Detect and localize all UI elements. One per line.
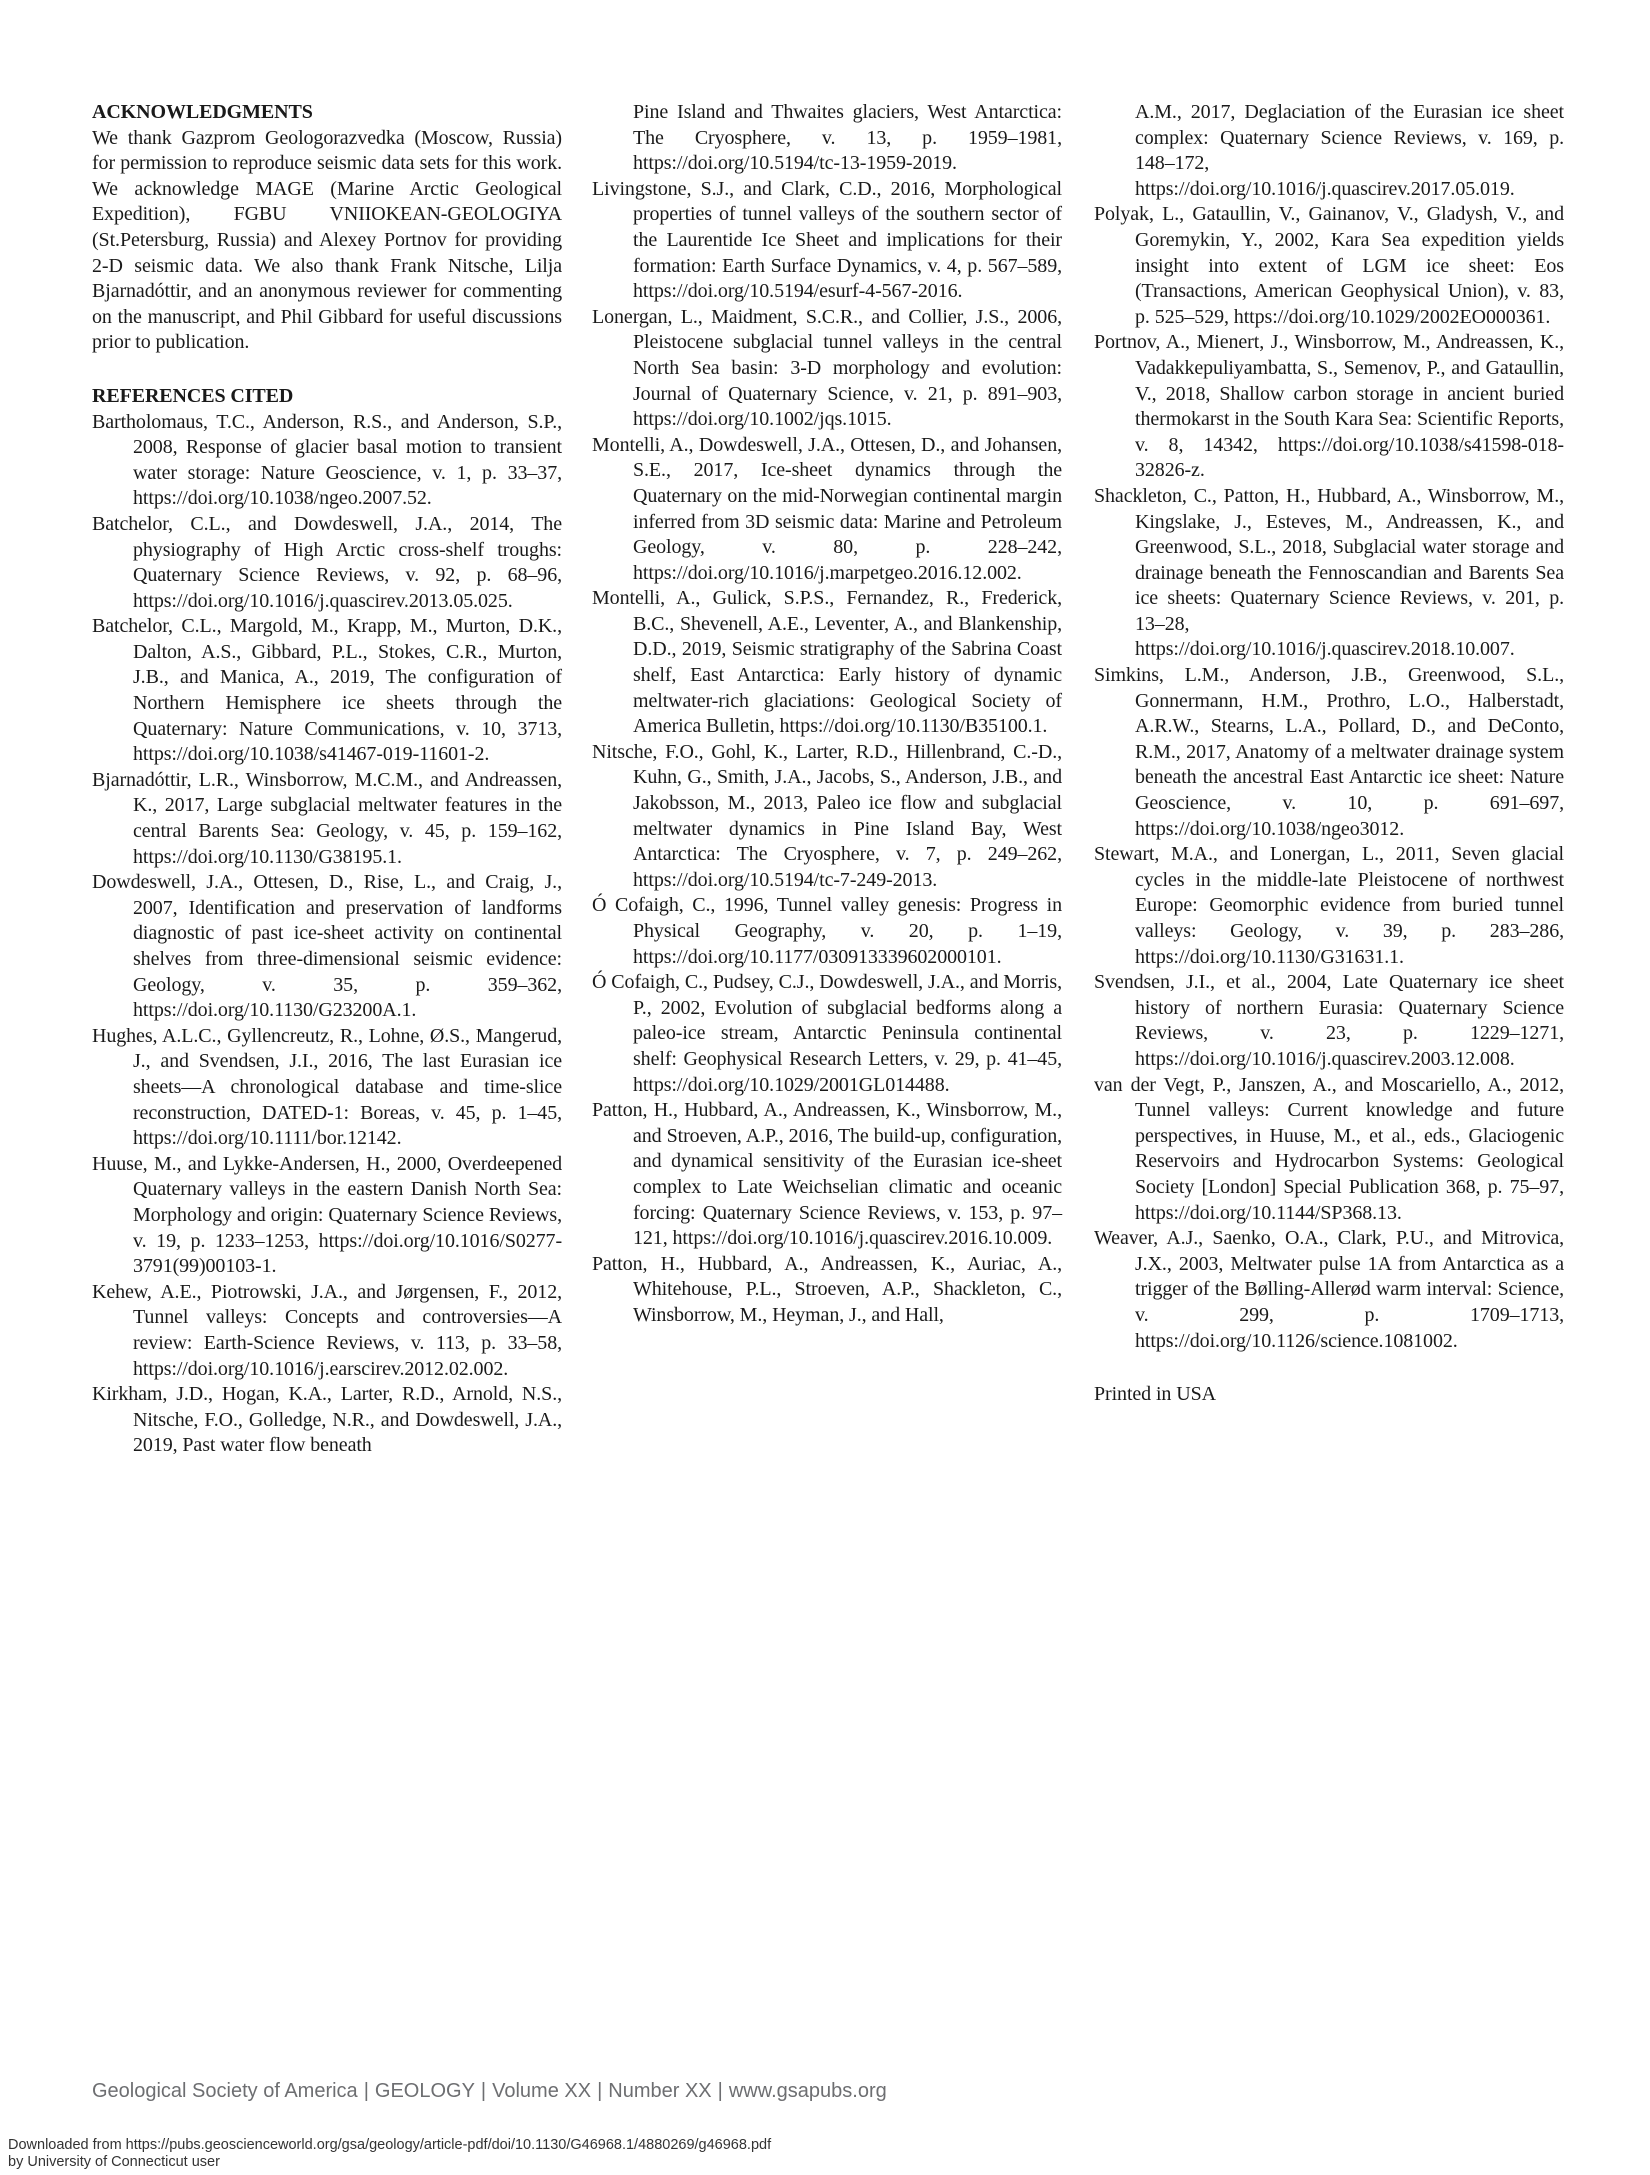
reference-item: Montelli, A., Dowdeswell, J.A., Ottesen, D., and Johansen, S.E., 2017, Ice-sheet dynamics through the Quaternary on the mid-Norwegian continental margin inferred from 3D seismic data: Marine and Petroleum Geology, v. 80, p. 228–242, https://doi.org/10.1016/j.marpetgeo.2016.12.002.	[592, 433, 1062, 584]
footer-website-link[interactable]: www.gsapubs.org	[728, 2080, 887, 2102]
reference-item-continued: Pine Island and Thwaites glaciers, West Antarctica: The Cryosphere, v. 13, p. 1959–1981, https://doi.org/10.5194/tc-13-1959-2019.	[633, 101, 1062, 175]
download-note	[8, 2137, 771, 2171]
reference-item: Patton, H., Hubbard, A., Andreassen, K., Winsborrow, M., and Stroeven, A.P., 2016, The build-up, configuration, and dynamical sensitivity of the Eurasian ice-sheet complex to Late Weichselian climatic and oceanic forcing: Quaternary Science Reviews, v. 153, p. 97–121, https://doi.org/10.1016/j.quascirev.2016.10.009.	[592, 1099, 1062, 1250]
reference-item: Lonergan, L., Maidment, S.C.R., and Collier, J.S., 2006, Pleistocene subglacial tunnel valleys in the central North Sea basin: 3-D morphology and evolution: Journal of Quaternary Science, v. 21, p. 891–903, https://doi.org/10.1002/jqs.1015.	[592, 305, 1062, 431]
reference-item: Shackleton, C., Patton, H., Hubbard, A., Winsborrow, M., Kingslake, J., Esteves, M., Andreassen, K., and Greenwood, S.L., 2018, Subglacial water storage and drainage beneath the Fennoscandian and Barents Sea ice sheets: Quaternary Science Reviews, v. 201, p. 13–28, https://doi.org/10.1016/j.quascirev.2018.10.007.	[1094, 484, 1564, 661]
reference-item: Polyak, L., Gataullin, V., Gainanov, V., Gladysh, V., and Goremykin, Y., 2002, Kara Sea expedition yields insight into extent of LGM ice sheet: Eos (Transactions, American Geophysical Union), v. 83, p. 525–529, https://doi.org/10.1029/2002EO000361.	[1094, 203, 1564, 328]
reference-item: Batchelor, C.L., and Dowdeswell, J.A., 2014, The physiography of High Arctic cross-shelf troughs: Quaternary Science Reviews, v. 92, p. 68–96, https://doi.org/10.1016/j.quascirev.2013.05.025.	[92, 512, 562, 612]
reference-item: Huuse, M., and Lykke-Andersen, H., 2000, Overdeepened Quaternary valleys in the eastern Danish North Sea: Morphology and origin: Quaternary Science Reviews, v. 19, p. 1233–1253, https://doi.org/10.1016/S0277-3791(99)00103-1.	[92, 1152, 562, 1278]
acknowledgments-heading: ACKNOWLEDGMENTS	[92, 101, 313, 123]
references-heading: REFERENCES CITED	[92, 384, 294, 407]
reference-item: Bjarnadóttir, L.R., Winsborrow, M.C.M., and Andreassen, K., 2017, Large subglacial meltwater features in the central Barents Sea: Geology, v. 45, p. 159–162, https://doi.org/10.1130/G38195.1.	[92, 768, 562, 868]
reference-item-continued: A.M., 2017, Deglaciation of the Eurasian ice sheet complex: Quaternary Science Reviews, v. 169, p. 148–172, https://doi.org/10.1016/j.quascirev.2017.05.019.	[1135, 101, 1564, 200]
column-middle	[592, 100, 1062, 1329]
printed-in-usa: Printed in USA	[1094, 1383, 1216, 1406]
reference-item: Ó Cofaigh, C., Pudsey, C.J., Dowdeswell, J.A., and Morris, P., 2002, Evolution of subglacial bedforms along a paleo-ice stream, Antarctic Peninsula continental shelf: Geophysical Research Letters, v. 29, p. 41–45, https://doi.org/10.1029/2001GL014488.	[592, 971, 1062, 1096]
reference-item: Bartholomaus, T.C., Anderson, R.S., and Anderson, S.P., 2008, Response of glacier basal motion to transient water storage: Nature Geoscience, v. 1, p. 33–37, https://doi.org/10.1038/ngeo.2007.52.	[92, 410, 562, 510]
reference-item: Simkins, L.M., Anderson, J.B., Greenwood, S.L., Gonnermann, H.M., Prothro, L.O., Halberstadt, A.R.W., Stearns, L.A., Pollard, D., and DeConto, R.M., 2017, Anatomy of a meltwater drainage system beneath the ancestral East Antarctic ice sheet: Nature Geoscience, v. 10, p. 691–697, https://doi.org/10.1038/ngeo3012.	[1094, 664, 1564, 840]
reference-item: Kehew, A.E., Piotrowski, J.A., and Jørgensen, F., 2012, Tunnel valleys: Concepts and controversies—A review: Earth-Science Reviews, v. 113, p. 33–58, https://doi.org/10.1016/j.earscirev.2012.02.002.	[92, 1280, 562, 1380]
acknowledgments-text: We thank Gazprom Geologorazvedka (Moscow, Russia) for permission to reproduce seismic data sets for this work. We acknowledge MAGE (Marine Arctic Geological Expedition), FGBU VNIIOKEAN-GEOLOGIYA (St.Petersburg, Russia) and Alexey Portnov for providing 2-D seismic data. We also thank Frank Nitsche, Lilja Bjarnadóttir, and an anonymous reviewer for commenting on the manuscript, and Phil Gibbard for useful discussions prior to publication.	[92, 126, 562, 354]
page-footer: Geological Society of America | GEOLOGY | Volume XX | Number XX | www.gsapubs.org	[92, 2080, 887, 2102]
column-left	[92, 100, 562, 1459]
reference-item: Patton, H., Hubbard, A., Andreassen, K., Auriac, A., Whitehouse, P.L., Stroeven, A.P., Shackleton, C., Winsborrow, M., Heyman, J., and Hall,	[592, 1252, 1062, 1326]
reference-item: Dowdeswell, J.A., Ottesen, D., Rise, L., and Craig, J., 2007, Identification and preservation of landforms diagnostic of past ice-sheet activity on continental shelves from three-dimensional seismic evidence: Geology, v. 35, p. 359–362, https://doi.org/10.1130/G23200A.1.	[92, 871, 562, 1022]
reference-item: Portnov, A., Mienert, J., Winsborrow, M., Andreassen, K., Vadakkepuliyambatta, S., Semenov, P., and Gataullin, V., 2018, Shallow carbon storage in ancient buried thermokarst in the South Kara Sea: Scientific Reports, v. 8, 14342, https://doi.org/10.1038/s41598-018-32826-z.	[1094, 331, 1564, 482]
reference-item: Hughes, A.L.C., Gyllencreutz, R., Lohne, Ø.S., Mangerud, J., and Svendsen, J.I., 2016, The last Eurasian ice sheets—A chronological database and time-slice reconstruction, DATED-1: Boreas, v. 45, p. 1–45, https://doi.org/10.1111/bor.12142.	[92, 1024, 562, 1150]
reference-item: Stewart, M.A., and Lonergan, L., 2011, Seven glacial cycles in the middle-late Pleistocene of northwest Europe: Geomorphic evidence from buried tunnel valleys: Geology, v. 39, p. 283–286, https://doi.org/10.1130/G31631.1.	[1094, 843, 1564, 968]
reference-item: Livingstone, S.J., and Clark, C.D., 2016, Morphological properties of tunnel valleys of the southern sector of the Laurentide Ice Sheet and implications for their formation: Earth Surface Dynamics, v. 4, p. 567–589, https://doi.org/10.5194/esurf-4-567-2016.	[592, 177, 1062, 303]
footer-volume: Volume XX	[492, 2080, 592, 2102]
reference-item: Ó Cofaigh, C., 1996, Tunnel valley genesis: Progress in Physical Geography, v. 20, p. 1–19, https://doi.org/10.1177/030913339602000101.	[592, 894, 1062, 968]
reference-item: Nitsche, F.O., Gohl, K., Larter, R.D., Hillenbrand, C.-D., Kuhn, G., Smith, J.A., Jacobs, S., Anderson, J.B., and Jakobsson, M., 2013, Paleo ice flow and subglacial meltwater dynamics in Pine Island Bay, West Antarctica: The Cryosphere, v. 7, p. 249–262, https://doi.org/10.5194/tc-7-249-2013.	[592, 740, 1062, 891]
footer-journal: GEOLOGY	[374, 2080, 475, 2102]
reference-item: Batchelor, C.L., Margold, M., Krapp, M., Murton, D.K., Dalton, A.S., Gibbard, P.L., Stokes, C.R., Murton, J.B., and Manica, A., 2019, The configuration of Northern Hemisphere ice sheets through the Quaternary: Nature Communications, v. 10, 3713, https://doi.org/10.1038/s41467-019-11601-2.	[92, 615, 562, 766]
footer-society: Geological Society of America	[92, 2080, 358, 2102]
download-note-user: by University of Connecticut user	[8, 2154, 220, 2170]
reference-item: Montelli, A., Gulick, S.P.S., Fernandez, R., Frederick, B.C., Shevenell, A.E., Leventer, A., and Blankenship, D.D., 2019, Seismic stratigraphy of the Sabrina Coast shelf, East Antarctica: Early history of dynamic meltwater-rich glaciations: Geological Society of America Bulletin, https://doi.org/10.1130/B35100.1.	[592, 587, 1062, 738]
download-note-url[interactable]: Downloaded from https://pubs.geoscienceworld.org/gsa/geology/article-pdf/doi/10.1130/G46968.1/4880269/g46968.pdf	[8, 2137, 772, 2153]
reference-item: Weaver, A.J., Saenko, O.A., Clark, P.U., and Mitrovica, J.X., 2003, Meltwater pulse 1A from Antarctica as a trigger of the Bølling-Allerød warm interval: Science, v. 299, p. 1709–1713, https://doi.org/10.1126/science.1081002.	[1094, 1227, 1564, 1352]
reference-item: van der Vegt, P., Janszen, A., and Moscariello, A., 2012, Tunnel valleys: Current knowledge and future perspectives, in Huuse, M., et al., eds., Glaciogenic Reservoirs and Hydrocarbon Systems: Geological Society [London] Special Publication 368, p. 75–97, https://doi.org/10.1144/SP368.13.	[1094, 1073, 1564, 1224]
reference-item: Kirkham, J.D., Hogan, K.A., Larter, R.D., Arnold, N.S., Nitsche, F.O., Golledge, N.R., and Dowdeswell, J.A., 2019, Past water flow beneath	[92, 1383, 562, 1457]
column-right	[1094, 100, 1564, 1408]
reference-item: Svendsen, J.I., et al., 2004, Late Quaternary ice sheet history of northern Eurasia: Quaternary Science Reviews, v. 23, p. 1229–1271, https://doi.org/10.1016/j.quascirev.2003.12.008.	[1094, 971, 1564, 1070]
footer-number: Number XX	[608, 2080, 712, 2102]
